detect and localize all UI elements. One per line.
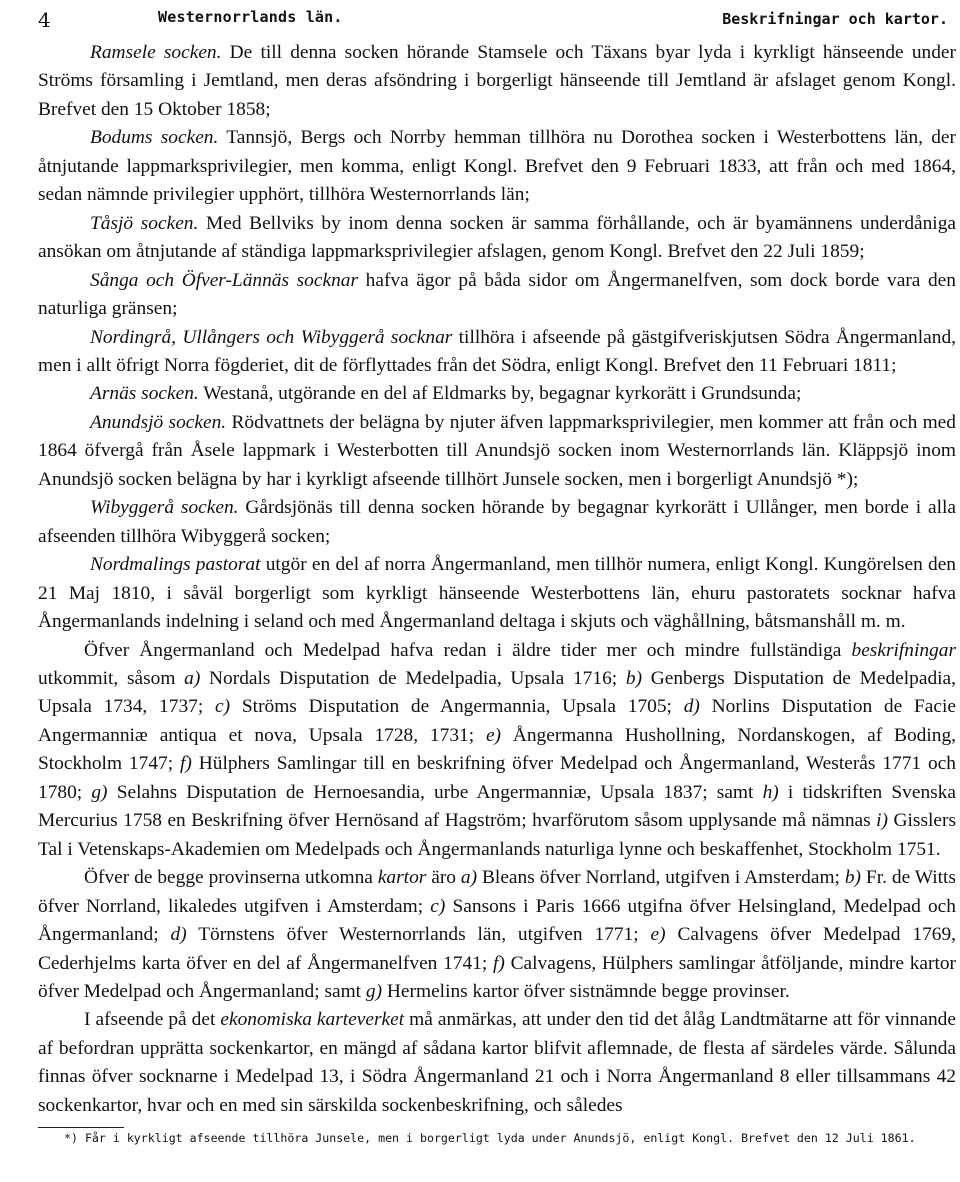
lead-bodums: Bodums socken. <box>90 127 219 149</box>
body-text <box>38 39 956 1120</box>
footnote-rule <box>38 1127 124 1128</box>
text-span: Genbergs Disputation de Medelpadia, Upsala 1734, 1737; <box>38 667 956 718</box>
lead-ramsele: Ramsele socken. <box>90 42 222 63</box>
text-tasjo: Med Bellviks by inom denna socken är samma förhållande, och är byamännens underdåniga ansökan om åtnjutande af ständiga lappmarksprivilegier afslagen, genom Kongl. Brefvet den 22 Juli 1859; <box>38 212 957 263</box>
paragraph-nordmaling <box>38 551 956 636</box>
text-span: i tidskriften Svenska Mercurius 1758 en Beskrifning öfver Hernösand af Hagström; hvarförutom såsom upplysande må nämnas <box>38 781 957 832</box>
item-marker: b) <box>844 867 862 889</box>
paragraph-anundsjo <box>38 409 956 494</box>
item-marker: g) <box>365 980 383 1002</box>
item-marker: d) <box>170 924 187 946</box>
document-page <box>38 0 956 1182</box>
page-number: 4 <box>38 8 51 32</box>
paragraph-beskrifningar <box>38 637 956 865</box>
lead-tasjo: Tåsjö socken. <box>90 212 199 234</box>
text-nordmaling: utgör en del af norra Ångermanland, men tillhör numera, enligt Kongl. Kungörelsen den 21 Maj 1810, i såväl borgerligt som kyrkligt hänseende Westerbottens län, ehuru pastoratets socknar hafva Ångermanlands indelning i seland och med Ångermanland deltaga i skjuts och väghållning, båtsmanshåll m. m. <box>38 554 957 633</box>
lead-nordingra: Nordingrå, Ullångers och Wibyggerå socknar <box>90 326 453 348</box>
term-beskrifningar: beskrifningar <box>851 639 956 661</box>
item-marker: e) <box>650 924 666 946</box>
running-title: Westernorrlands län. <box>158 8 343 26</box>
page-header <box>38 4 956 34</box>
paragraph-bodums <box>38 124 956 209</box>
text-span: må anmärkas, att under den tid det ålåg Landtmätarne att för vinnande af befordran upprätta sockenkartor, en mängd af sådana kartor blifvit aflemnade, de flesta af särdeles värde. Sålunda finnas öfver socknarne i Medelpad 13, i Södra Ångermanland 21 och i Norra Ångermanland 8 eller tillsammans 42 sockenkartor, hvar och en med sin särskilda sockenbeskrifning, och således <box>38 1009 956 1116</box>
text-span: Öfver Ångermanland och Medelpad hafva redan i äldre tider mer och mindre fullständiga <box>84 639 852 661</box>
text-span: Calvagens, Hülphers samlingar åtföljande, mindre kartor öfver Medelpad och Ångermanland; samt <box>38 952 956 1002</box>
text-span: Ångermanna Hushollning, Nordanskogen, af Boding, Stockholm 1747; <box>38 724 956 775</box>
item-marker: d) <box>683 696 700 718</box>
paragraph-karteverket <box>38 1006 956 1120</box>
text-span: Fr. de Witts öfver Norrland, likaledes utgifven i Amsterdam; <box>38 867 956 917</box>
text-span: Nordals Disputation de Medelpadia, Upsala 1716; <box>200 667 626 689</box>
lead-nordmaling: Nordmalings pastorat <box>90 554 261 576</box>
text-arnas: Westanå, utgörande en del af Eldmarks by, begagnar kyrkorätt i Grundsunda; <box>198 383 802 405</box>
text-span: Norlins Disputation de Facie Angermanniæ antiqua et nova, Upsala 1728, 1731; <box>38 696 957 746</box>
lead-wibyggera: Wibyggerå socken. <box>90 497 239 519</box>
text-anundsjo: Rödvattnets der belägna by njuter äfven lappmarksprivilegier, men kommer att från och med 1864 öfvergå från Åsele lappmark i Westerbotten till Anundsjö socken inom Westernorrlands län. Kläppsjö inom Anundsjö socken belägna by har i kyrkligt afseende tillhört Junsele socken, men i borgerligt Anundsjö *); <box>38 411 956 490</box>
item-marker: b) <box>625 667 643 689</box>
term-kartor: kartor <box>377 867 427 889</box>
text-span: Ströms Disputation de Angermannia, Upsala 1705; <box>230 696 684 718</box>
text-span: Törnstens öfver Westernorrlands län, utgifven 1771; <box>186 924 651 946</box>
text-span: Öfver de begge provinserna utkomna <box>84 867 378 889</box>
item-marker: e) <box>485 724 502 746</box>
item-marker: a) <box>184 667 201 689</box>
text-span: utkommit, såsom <box>38 667 185 689</box>
paragraph-tasjo <box>38 210 956 267</box>
lead-anundsjo: Anundsjö socken. <box>90 411 227 433</box>
text-span: Hermelins kartor öfver sistnämnde begge provinser. <box>382 980 790 1002</box>
text-bodums: Tannsjö, Bergs och Norrby hemman tillhöra nu Dorothea socken i Westerbottens län, der åtnjutande lappmarksprivilegier, men komma, enligt Kongl. Brefvet den 9 Februari 1833, att från och med 1864, sedan nämnde privilegier upphört, tillhöra Westernorrlands län; <box>38 127 956 206</box>
text-span: Gisslers Tal i Vetenskaps-Akademien om Medelpads och Ångermanlands naturliga lynne och beskaffenhet, Stockholm 1751. <box>38 810 956 860</box>
section-title: Beskrifningar och kartor. <box>722 10 948 28</box>
lead-sanga: Sånga och Öfver-Lännäs socknar <box>90 269 359 291</box>
item-marker: a) <box>460 867 478 889</box>
text-span: Calvagens öfver Medelpad 1769, Cederhjelms karta öfver en del af Ångermanelfven 1741; <box>38 924 957 974</box>
text-span: Sansons i Paris 1666 utgifna öfver Helsingland, Medelpad och Ångermanland; <box>38 895 956 946</box>
paragraph-ramsele <box>38 39 956 124</box>
paragraph-nordingra <box>38 324 956 381</box>
term-ekonomiska-karteverket: ekonomiska karteverket <box>220 1009 405 1031</box>
text-wibyggera: Gårdsjönäs till denna socken hörande by begagnar kyrkorätt i Ullånger, men borde i alla afseenden tillhöra Wibyggerå socken; <box>38 497 956 547</box>
item-marker: i) <box>876 810 889 832</box>
item-marker: g) <box>91 781 108 803</box>
item-marker: h) <box>762 781 779 803</box>
text-span: Selahns Disputation de Hernoesandia, urbe Angermanniæ, Upsala 1837; samt <box>107 781 763 803</box>
text-nordingra: tillhöra i afseende på gästgifveriskjutsen Södra Ångermanland, men i allt öfrigt Norra fögderiet, dit de förflyttades från det Södra, enligt Kongl. Brefvet den 11 Februari 1811; <box>38 326 956 376</box>
item-marker: c) <box>215 696 231 718</box>
paragraph-arnas <box>38 380 956 408</box>
text-sanga: hafva ägor på båda sidor om Ångermanelfven, som dock borde vara den naturliga gränsen; <box>38 269 956 320</box>
footnote: *) Får i kyrkligt afseende tillhöra Junsele, men i borgerligt lyda under Anundsjö, enligt Kongl. Brefvet den 12 Juli 1861. <box>64 1131 916 1145</box>
paragraph-sanga <box>38 267 956 324</box>
item-marker: c) <box>430 895 446 917</box>
item-marker: f) <box>180 753 192 775</box>
text-span: Hülphers Samlingar till en beskrifning öfver Medelpad och Ångermanland, Westerås 1771 och 1780; <box>38 753 956 803</box>
lead-arnas: Arnäs socken. <box>90 383 199 405</box>
text-ramsele: De till denna socken hörande Stamsele och Täxans byar lyda i kyrkligt hänseende under Ströms församling i Jemtland, men deras afsöndring i borgerligt hänseende till Jemtland är afslaget genom Kongl. Brefvet den 15 Oktober 1858; <box>38 42 956 120</box>
paragraph-wibyggera <box>38 494 956 551</box>
text-span: äro <box>426 867 461 889</box>
item-marker: f) <box>493 952 505 974</box>
paragraph-kartor <box>38 864 956 1006</box>
text-span: Bleans öfver Norrland, utgifven i Amsterdam; <box>477 867 845 889</box>
text-span: I afseende på det <box>84 1009 221 1031</box>
